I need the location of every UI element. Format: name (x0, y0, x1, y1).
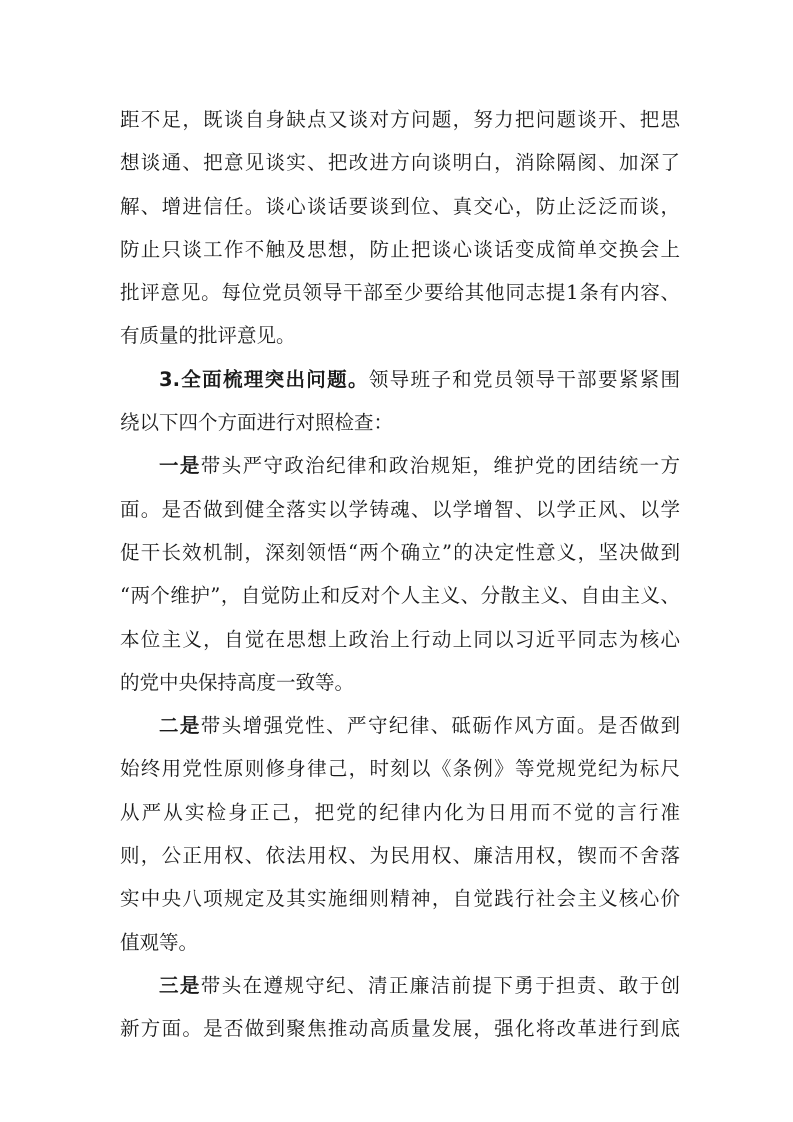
paragraph-point-three (120, 964, 680, 1051)
text-line (120, 444, 680, 487)
paragraph-point-two (120, 704, 680, 964)
text-line: 则，公正用权、依法用权、为民用权、廉洁用权，锲而不舍落 (120, 844, 680, 868)
text-line: 实中央八项规定及其实施细则精神，自觉践行社会主义核心价 (120, 887, 680, 911)
text-line: 新方面。是否做到聚焦推动高质量发展，强化将改革进行到底 (120, 1017, 680, 1041)
text-line (120, 358, 680, 401)
text-line: 有质量的批评意见。 (120, 324, 296, 348)
text-line: “两个维护”，自觉防止和反对个人主义、分散主义、自由主义、 (120, 584, 680, 608)
point-lead: 二是 (159, 714, 201, 738)
text-line: 防止只谈工作不触及思想，防止把谈心谈话变成简单交换会上 (120, 237, 680, 261)
line-text: 带头严守政治纪律和政治规矩，维护党的团结统一方 (200, 454, 680, 478)
section-heading: 3.全面梳理突出问题。 (159, 367, 369, 391)
point-lead: 一是 (159, 454, 201, 478)
text-line: 面。是否做到健全落实以学铸魂、以学增智、以学正风、以学 (120, 497, 680, 521)
text-line: 始终用党性原则修身律己，时刻以《条例》等党规党纪为标尺 (120, 757, 680, 781)
text-line: 本位主义，自觉在思想上政治上行动上同以习近平同志为核心 (120, 627, 680, 651)
text-line: 距不足，既谈自身缺点又谈对方问题，努力把问题谈开、把思 (120, 108, 680, 131)
text-line: 批评意见。每位党员领导干部至少要给其他同志提1条有内容、 (120, 281, 680, 305)
text-line: 从严从实检身正己，把党的纪律内化为日用而不觉的言行准 (120, 800, 680, 824)
text-line: 促干长效机制，深刻领悟“两个确立”的决定性意义，坚决做到 (120, 540, 680, 564)
text-line: 绕以下四个方面进行对照检查： (120, 411, 394, 435)
text-line: 的党中央保持高度一致等。 (120, 670, 355, 694)
text-line: 值观等。 (120, 930, 199, 954)
line-text: 带头增强党性、严守纪律、砥砺作风方面。是否做到 (200, 714, 680, 738)
point-lead: 三是 (159, 973, 201, 997)
text-line (120, 704, 680, 747)
text-line (120, 964, 680, 1007)
paragraph-point-one (120, 444, 680, 704)
paragraph-sort-problems (120, 358, 680, 445)
text-line: 想谈通、把意见谈实、把改进方向谈明白，消除隔阂、加深了 (120, 151, 680, 175)
line-text: 带头在遵规守纪、清正廉洁前提下勇于担责、敢于创 (200, 973, 680, 997)
document-body (120, 98, 680, 1051)
text-line: 解、增进信任。谈心谈话要谈到位、真交心，防止泛泛而谈， (120, 194, 680, 218)
paragraph-talk-heart (120, 98, 680, 358)
line-text: 领导班子和党员领导干部要紧紧围 (368, 367, 680, 391)
